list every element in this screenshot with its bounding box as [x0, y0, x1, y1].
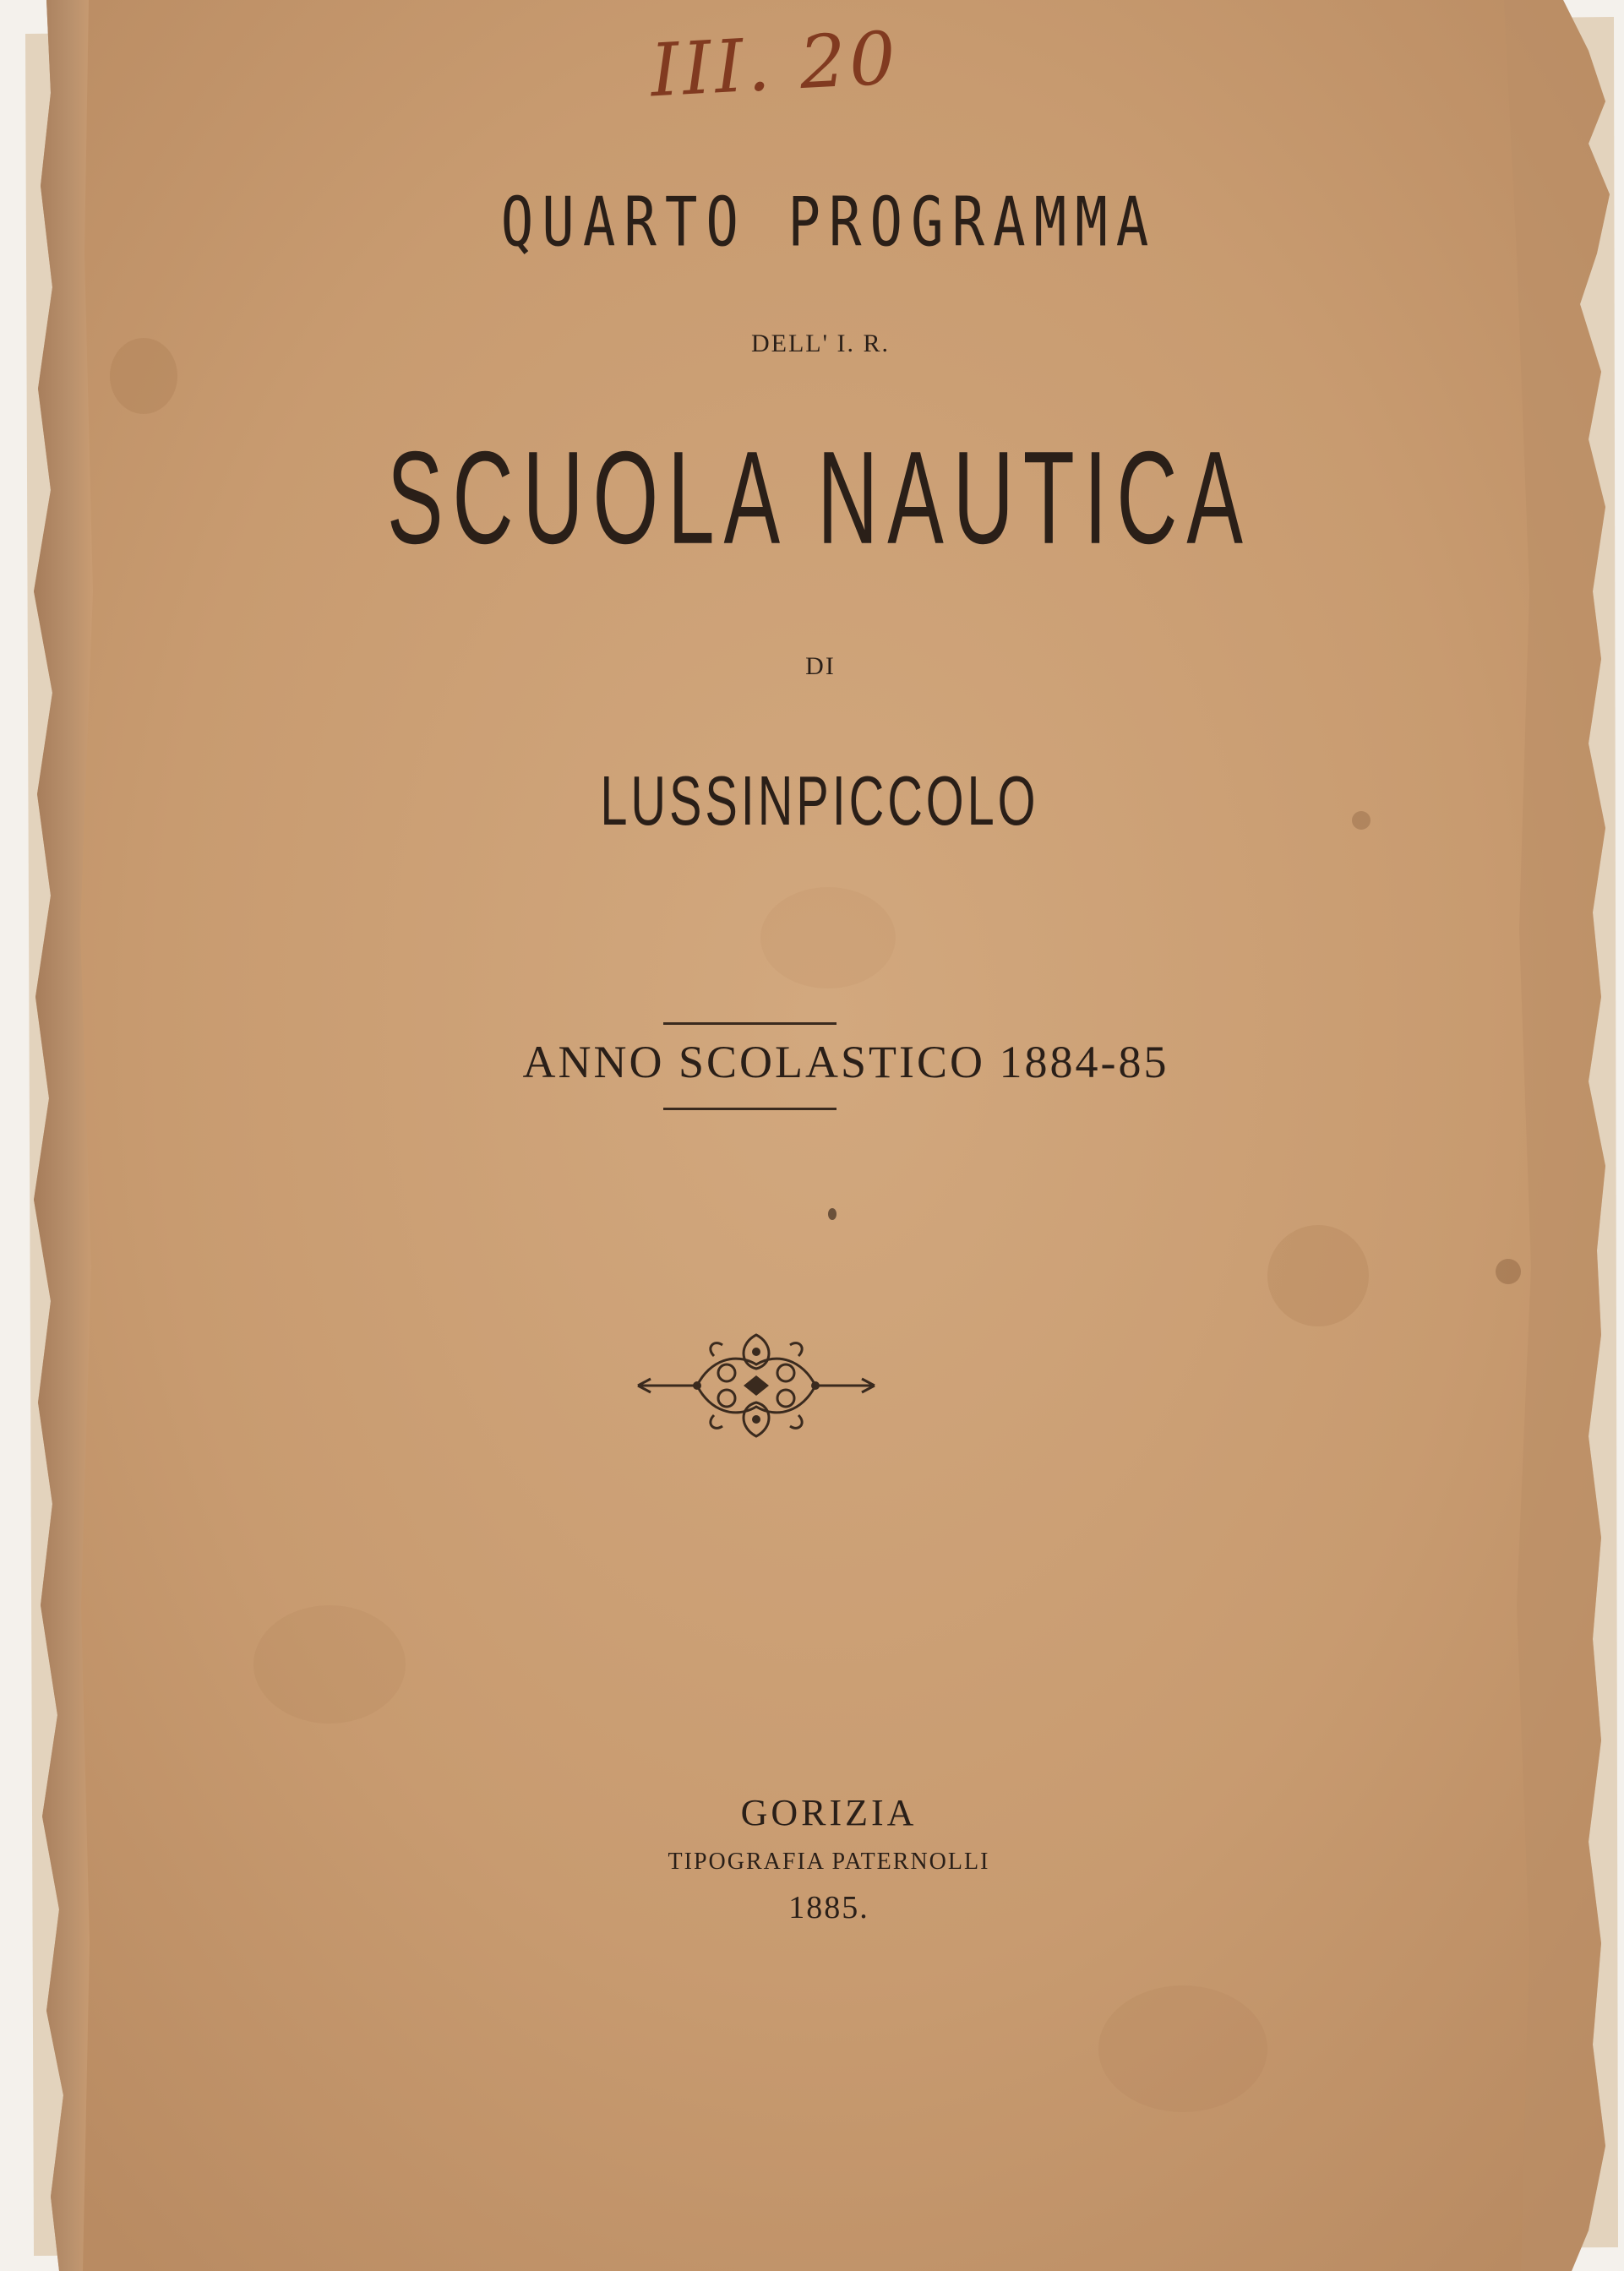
school-name: SCUOLA NAUTICA — [386, 424, 1252, 572]
handwritten-shelf-mark — [648, 9, 957, 127]
divider-rule-top — [663, 1022, 837, 1025]
school-year: ANNO SCOLASTICO 1884-85 — [522, 1037, 1169, 1087]
decorative-ornament-icon — [634, 1326, 879, 1445]
institution-prefix: DELL' I. R. — [750, 329, 891, 357]
program-title: QUARTO PROGRAMMA — [500, 184, 1158, 263]
print-year: 1885. — [788, 1890, 869, 1925]
city-name: LUSSINPICCOLO — [600, 761, 1039, 841]
printer-name: TIPOGRAFIA PATERNOLLI — [668, 1849, 990, 1875]
printer-city: GORIZIA — [740, 1792, 918, 1833]
preposition-text: DI — [805, 652, 836, 680]
divider-rule-bottom — [663, 1108, 837, 1110]
handwritten-note-text: III. 20 — [648, 16, 902, 114]
